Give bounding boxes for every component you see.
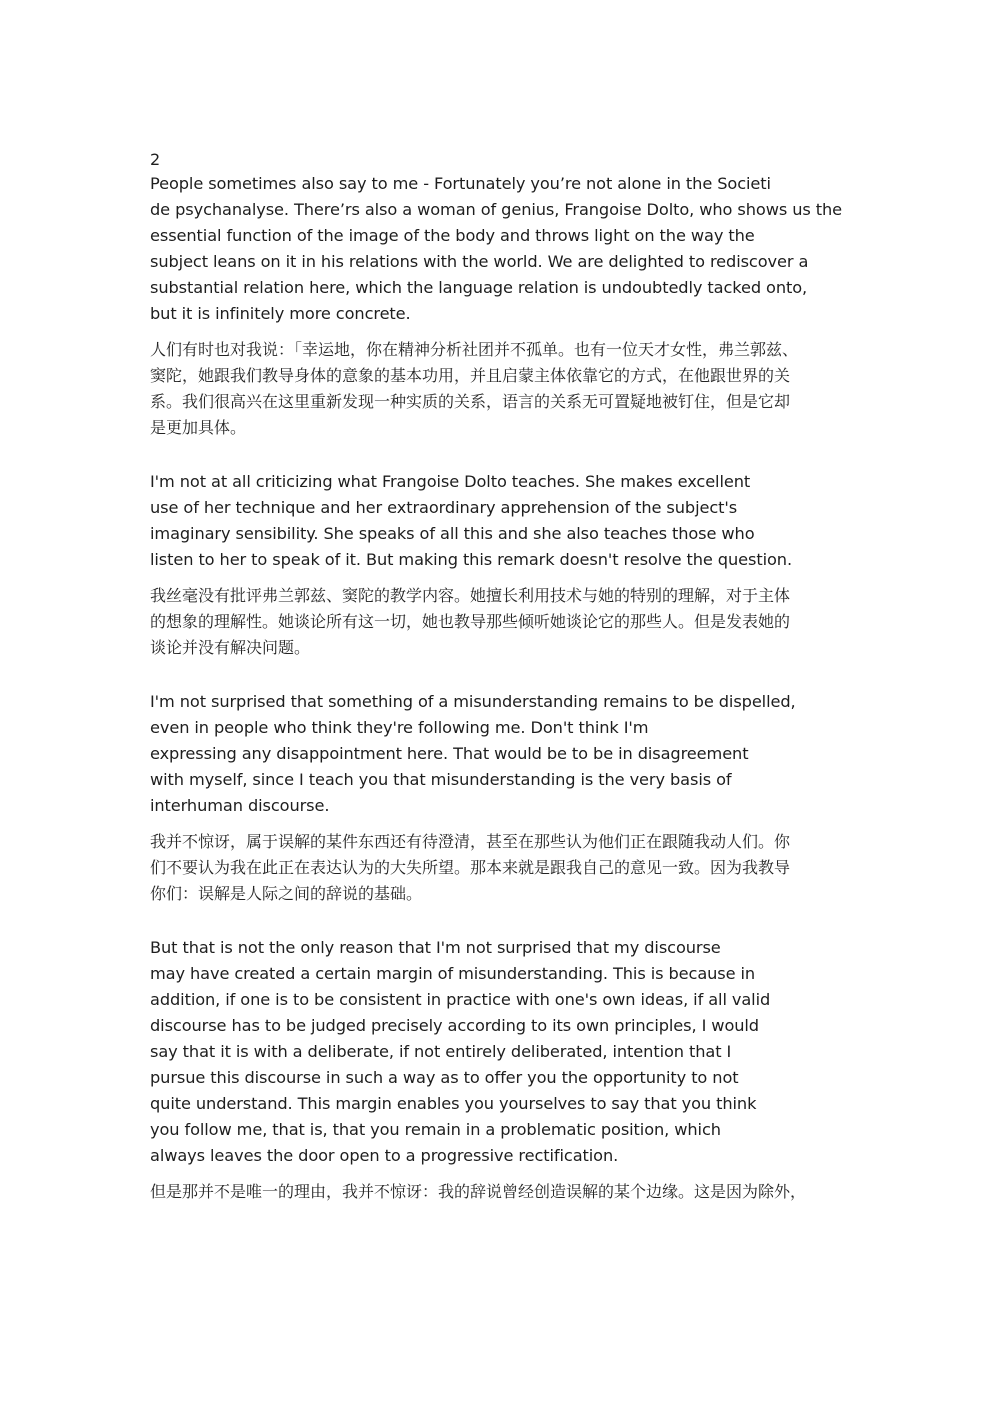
text-line: listen to her to speak of it. But making this remark doesn't resolve the question. [150, 550, 792, 569]
english-paragraph [150, 689, 850, 819]
text-line: may have created a certain margin of misunderstanding. This is because in [150, 964, 756, 983]
text-line: 谈论并没有解决问题。 [150, 638, 311, 657]
text-line: addition, if one is to be consistent in practice with one's own ideas, if all valid [150, 990, 771, 1009]
text-line: People sometimes also say to me - Fortunately you’re not alone in the Societi [150, 174, 771, 193]
text-line: 的想象的理解性。她谈论所有这一切，她也教导那些倾听她谈论它的那些人。但是发表她的 [150, 612, 791, 631]
chinese-paragraph [150, 1179, 850, 1205]
text-line: with myself, since I teach you that misunderstanding is the very basis of [150, 770, 732, 789]
text-line: de psychanalyse. There’rs also a woman of genius, Frangoise Dolto, who shows us the [150, 200, 843, 219]
text-line: you follow me, that is, that you remain in a problematic position, which [150, 1120, 721, 1139]
text-line: subject leans on it in his relations with the world. We are delighted to rediscover a [150, 252, 809, 271]
text-line: 是更加具体。 [150, 418, 247, 437]
text-line: 们不要认为我在此正在表达认为的大失所望。那本来就是跟我自己的意见一致。因为我教导 [150, 858, 791, 877]
english-paragraph [150, 469, 850, 573]
english-paragraph [150, 935, 850, 1169]
text-line: I'm not at all criticizing what Frangoise Dolto teaches. She makes excellent [150, 472, 751, 491]
text-line: substantial relation here, which the language relation is undoubtedly tacked onto, [150, 278, 808, 297]
text-line: 我丝毫没有批评弗兰郭兹、窦陀的教学内容。她擅长利用技术与她的特别的理解，对于主体 [150, 586, 791, 605]
text-line: use of her technique and her extraordinary apprehension of the subject's [150, 498, 738, 517]
text-line: 人们有时也对我说：「幸运地，你在精神分析社团并不孤单。也有一位天才女性，弗兰郭兹、 [150, 340, 799, 359]
text-line: interhuman discourse. [150, 796, 330, 815]
text-line: 我并不惊讶，属于误解的某件东西还有待澄清，甚至在那些认为他们正在跟随我动人们。你 [150, 832, 791, 851]
text-line: 但是那并不是唯一的理由，我并不惊讶：我的辞说曾经创造误解的某个边缘。这是因为除外， [150, 1182, 807, 1201]
document-page [150, 149, 850, 1205]
text-line: 系。我们很高兴在这里重新发现一种实质的关系，语言的关系无可置疑地被钉住，但是它却 [150, 392, 791, 411]
text-line: even in people who think they're following me. Don't think I'm [150, 718, 649, 737]
text-line: But that is not the only reason that I'm not surprised that my discourse [150, 938, 721, 957]
text-line: discourse has to be judged precisely according to its own principles, I would [150, 1016, 759, 1035]
text-line: 你们：误解是人际之间的辞说的基础。 [150, 884, 423, 903]
text-line: I'm not surprised that something of a misunderstanding remains to be dispelled, [150, 692, 796, 711]
text-line: essential function of the image of the body and throws light on the way the [150, 226, 755, 245]
text-line: quite understand. This margin enables you yourselves to say that you think [150, 1094, 757, 1113]
text-line: expressing any disappointment here. That would be to be in disagreement [150, 744, 749, 763]
english-paragraph [150, 171, 850, 327]
text-line: imaginary sensibility. She speaks of all this and she also teaches those who [150, 524, 755, 543]
text-line: always leaves the door open to a progressive rectification. [150, 1146, 619, 1165]
page-number: 2 [150, 150, 161, 169]
chinese-paragraph [150, 583, 850, 661]
chinese-paragraph [150, 337, 850, 441]
text-line: say that it is with a deliberate, if not entirely deliberated, intention that I [150, 1042, 732, 1061]
text-line: but it is infinitely more concrete. [150, 304, 411, 323]
text-line: pursue this discourse in such a way as to offer you the opportunity to not [150, 1068, 739, 1087]
chinese-paragraph [150, 829, 850, 907]
text-line: 窦陀，她跟我们教导身体的意象的基本功用，并且启蒙主体依靠它的方式，在他跟世界的关 [150, 366, 791, 385]
